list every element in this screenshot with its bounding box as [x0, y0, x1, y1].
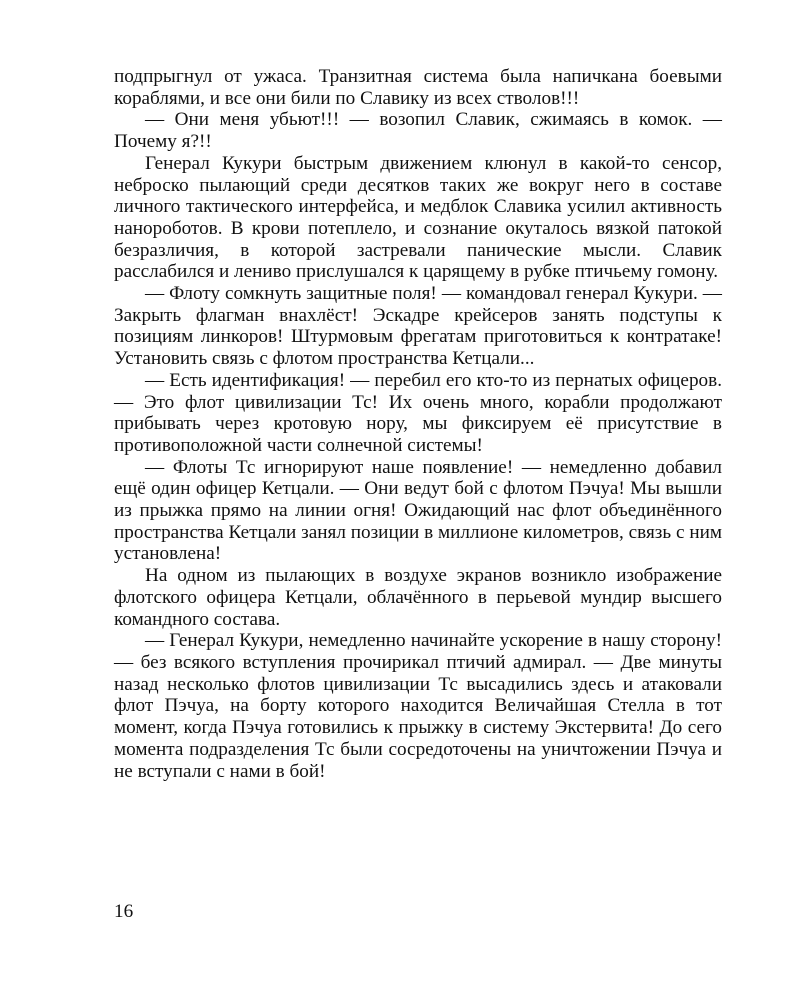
paragraph-6: — Флоты Тс игнорируют наше появление! — немедленно добавил ещё один офицер Кетцали. — Они ведут бой с флотом Пэчуа! Мы вышли из прыжка прямо на линии огня! Ожидающий нас флот объединённого пространства Кетцали занял позиции в миллионе километров, связь с ним установлена!: [114, 456, 722, 565]
paragraph-2: — Они меня убьют!!! — возопил Славик, сжимаясь в комок. — Почему я?!!: [114, 109, 722, 153]
page-number: 16: [114, 901, 134, 922]
paragraph-5: — Есть идентификация! — перебил его кто-то из пернатых офицеров. — Это флот цивилизации Тс! Их очень много, корабли продолжают прибывать через кротовую нору, мы фиксируем её присутствие в противоположной части солнечной системы!: [114, 369, 722, 456]
paragraph-7: На одном из пылающих в воздухе экранов возникло изображение флотского офицера Кетцали, облачённого в перьевой мундир высшего командного состава.: [114, 565, 722, 630]
paragraph-4: — Флоту сомкнуть защитные поля! — командовал генерал Кукури. — Закрыть флагман внахлёст! Эскадре крейсеров занять подступы к позициям линкоров! Штурмовым фрегатам приготовиться к контратаке! Установить связь с флотом пространства Кетцали...: [114, 283, 722, 370]
paragraph-8: — Генерал Кукури, немедленно начинайте ускорение в нашу сторону! — без всякого вступления прочирикал птичий адмирал. — Две минуты назад несколько флотов цивилизации Тс высадились здесь и атаковали флот Пэчуа, на борту которого находится Величайшая Стелла в тот момент, когда Пэчуа готовились к прыжку в систему Экстервита! До сего момента подразделения Тс были сосредоточены на уничтожении Пэчуа и не вступали с нами в бой!: [114, 630, 722, 782]
paragraph-1: подпрыгнул от ужаса. Транзитная система была напичкана боевыми кораблями, и все они били по Славику из всех стволов!!!: [114, 66, 722, 109]
paragraph-3: Генерал Кукури быстрым движением клюнул в какой-то сенсор, неброско пылающий среди десятков таких же вокруг него в составе личного тактического интерфейса, и медблок Славика усилил активность нанороботов. В крови потеплело, и сознание окуталось вязкой патокой безразличия, в которой застревали панические мысли. Славик расслабился и лениво прислушался к царящему в рубке птичьему гомону.: [114, 152, 722, 283]
page-body: [114, 66, 722, 782]
